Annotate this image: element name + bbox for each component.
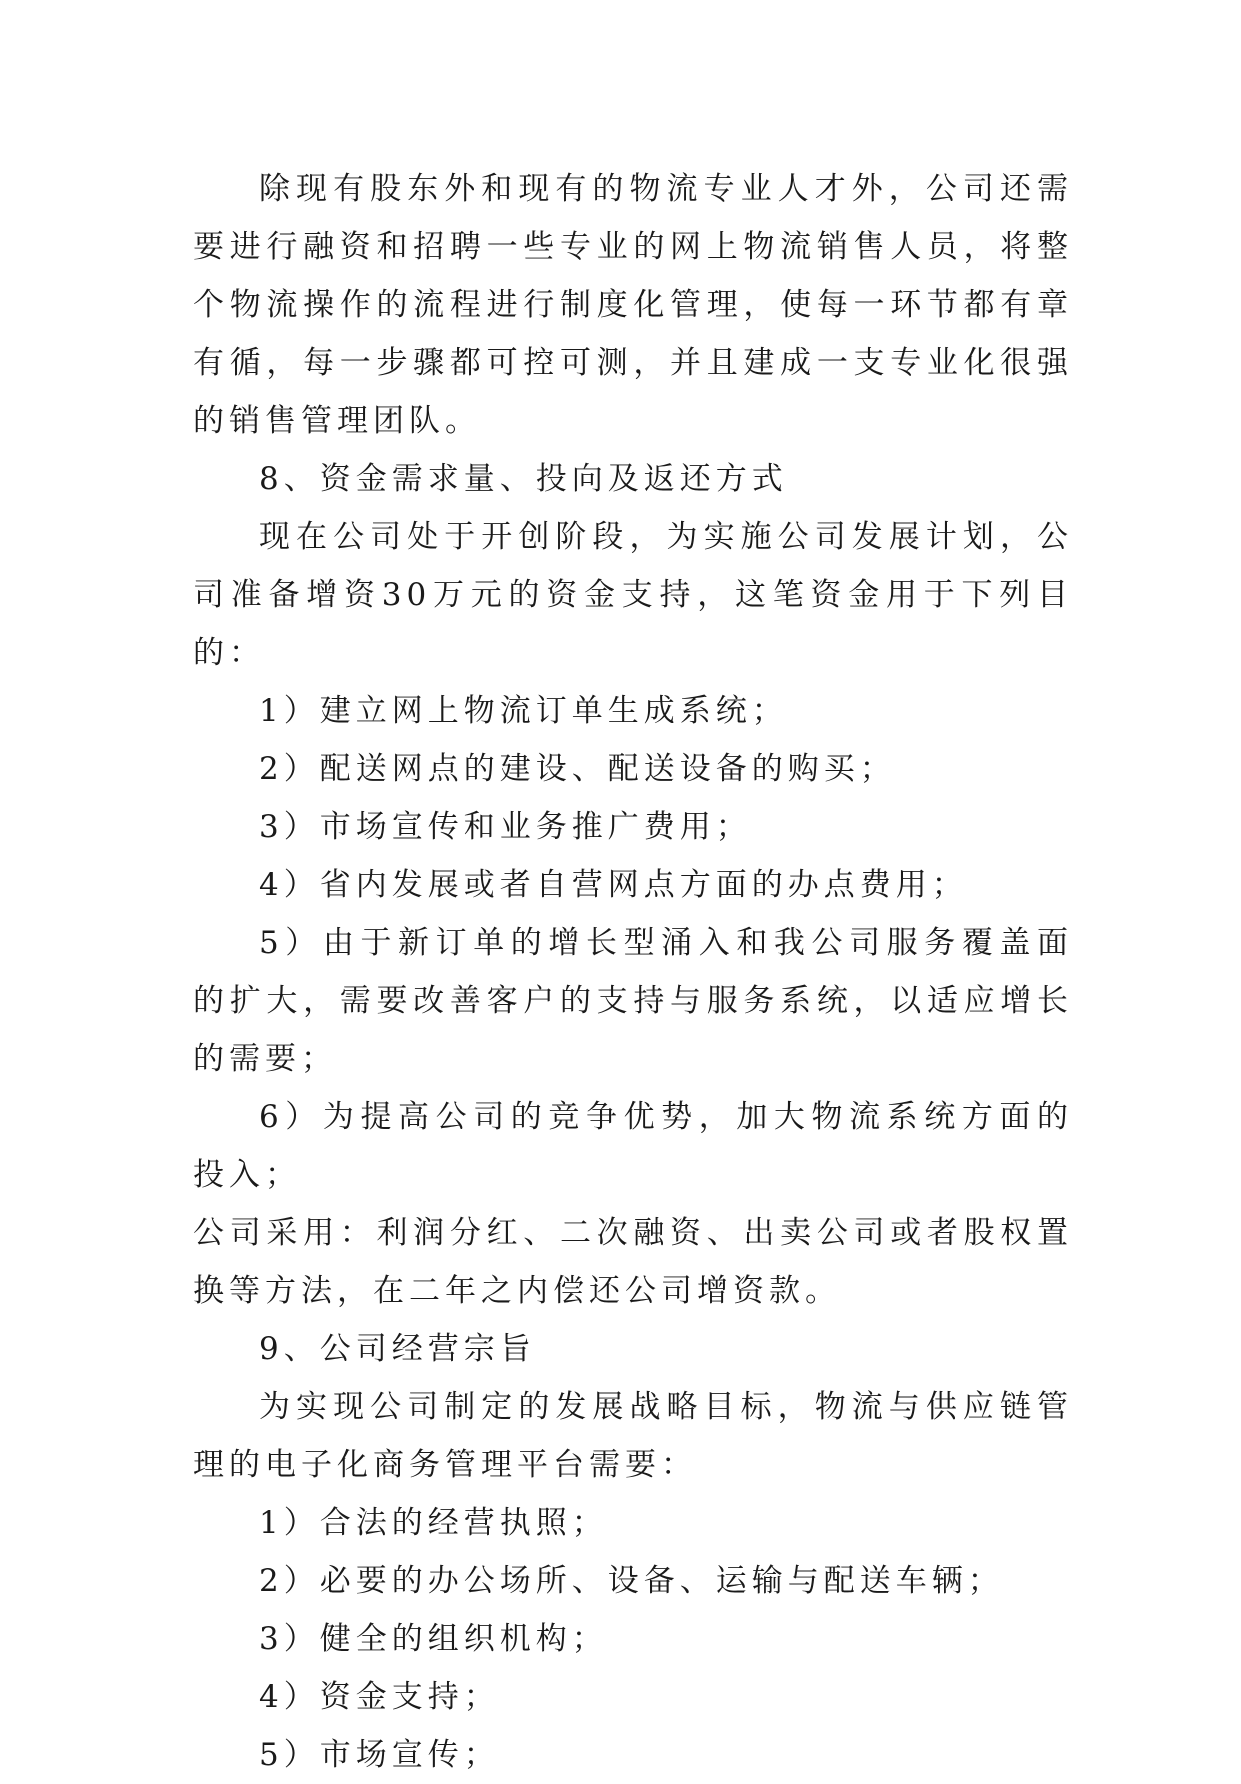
section-heading-8: 8、资金需求量、投向及返还方式	[259, 461, 788, 497]
paragraph-business-purpose: 为实现公司制定的发展战略目标，物流与供应链管理的电子化商务管理平台需要：	[193, 1389, 1073, 1483]
list-item-funding-2: 2）配送网点的建设、配送设备的购买；	[259, 751, 896, 787]
list-item-funding-3: 3）市场宣传和业务推广费用；	[259, 809, 752, 845]
list-item-requirement-5: 5）市场宣传；	[259, 1737, 500, 1773]
list-item-funding-5: 5）由于新订单的增长型涌入和我公司服务覆盖面的扩大，需要改善客户的支持与服务系统，以适应增长的需要；	[193, 925, 1073, 1077]
section-heading-9: 9、公司经营宗旨	[259, 1331, 536, 1367]
paragraph-talent-financing: 除现有股东外和现有的物流专业人才外，公司还需要进行融资和招聘一些专业的网上物流销售人员，将整个物流操作的流程进行制度化管理，使每一环节都有章有循，每一步骤都可控可测，并且建成一支专业化很强的销售管理团队。	[193, 171, 1073, 439]
document-body	[193, 160, 1073, 1784]
paragraph-repayment: 公司采用：利润分红、二次融资、出卖公司或者股权置换等方法，在二年之内偿还公司增资款。	[193, 1215, 1073, 1309]
list-item-requirement-3: 3）健全的组织机构；	[259, 1621, 608, 1657]
list-item-requirement-2: 2）必要的办公场所、设备、运输与配送车辆；	[259, 1563, 1004, 1599]
list-item-funding-1: 1）建立网上物流订单生成系统；	[259, 693, 788, 729]
list-item-requirement-1: 1）合法的经营执照；	[259, 1505, 608, 1541]
list-item-funding-6: 6）为提高公司的竞争优势，加大物流系统方面的投入；	[193, 1099, 1073, 1193]
list-item-requirement-4: 4）资金支持；	[259, 1679, 500, 1715]
paragraph-funding-plan: 现在公司处于开创阶段，为实施公司发展计划，公司准备增资30万元的资金支持，这笔资金用于下列目的：	[193, 519, 1073, 671]
list-item-funding-4: 4）省内发展或者自营网点方面的办点费用；	[259, 867, 968, 903]
